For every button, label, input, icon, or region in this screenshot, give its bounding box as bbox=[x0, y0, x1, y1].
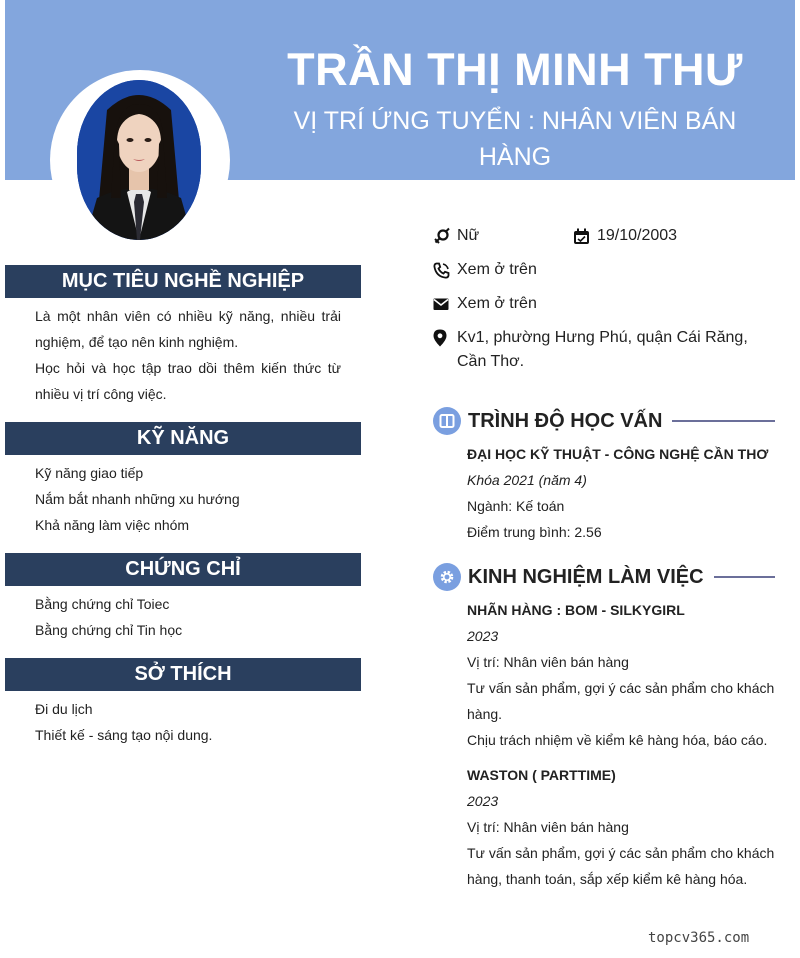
email-row bbox=[433, 292, 537, 316]
address-row bbox=[433, 326, 778, 374]
job-year: 2023 bbox=[467, 793, 499, 809]
email-value: Xem ở trên bbox=[457, 295, 537, 312]
list-item: Nắm bắt nhanh những xu hướng bbox=[35, 491, 240, 507]
objective-heading: MỤC TIÊU NGHỀ NGHIỆP bbox=[5, 265, 361, 298]
address-value: Kv1, phường Hưng Phú, quận Cái Răng, Cần Thơ. bbox=[457, 329, 748, 370]
list-item: Thiết kế - sáng tạo nội dung. bbox=[35, 727, 213, 743]
divider bbox=[714, 576, 775, 578]
skills-heading: KỸ NĂNG bbox=[5, 422, 361, 455]
certificates-list bbox=[35, 591, 341, 643]
job-entry bbox=[467, 762, 775, 892]
school-period: Khóa 2021 (năm 4) bbox=[467, 472, 587, 488]
applied-position: VỊ TRÍ ỨNG TUYỂN : NHÂN VIÊN BÁN HÀNG bbox=[293, 107, 737, 171]
job-entry bbox=[467, 597, 775, 753]
list-item: Khả năng làm việc nhóm bbox=[35, 517, 190, 533]
divider bbox=[672, 420, 775, 422]
avatar bbox=[77, 80, 201, 240]
phone-value: Xem ở trên bbox=[457, 261, 537, 278]
birthdate-row bbox=[573, 224, 677, 248]
gear-icon bbox=[433, 563, 461, 591]
job-year: 2023 bbox=[467, 628, 499, 644]
phone-row bbox=[433, 258, 537, 282]
certificates-heading: CHỨNG CHỈ bbox=[5, 553, 361, 586]
job-duty: Chịu trách nhiệm về kiểm kê hàng hóa, báo cáo. bbox=[467, 732, 768, 748]
objective-line: Học hỏi và học tập trao dồi thêm kiến thức từ nhiều vị trí công việc. bbox=[35, 360, 341, 402]
book-icon bbox=[433, 407, 461, 435]
phone-icon bbox=[433, 258, 457, 282]
skills-list bbox=[35, 460, 341, 538]
experience-heading bbox=[433, 563, 775, 591]
list-item: Bằng chứng chỉ Toiec bbox=[35, 596, 170, 612]
school-major: Ngành: Kế toán bbox=[467, 498, 565, 514]
objective-text bbox=[35, 303, 341, 407]
experience-title: KINH NGHIỆM LÀM VIỆC bbox=[468, 565, 704, 588]
candidate-name: TRẦN THỊ MINH THƯ bbox=[287, 44, 743, 95]
gender-icon bbox=[433, 224, 457, 248]
job-company: WASTON ( PARTTIME) bbox=[467, 767, 616, 783]
gender-row bbox=[433, 224, 479, 248]
calendar-icon bbox=[573, 224, 597, 248]
list-item: Đi du lịch bbox=[35, 701, 93, 717]
location-icon bbox=[433, 326, 457, 350]
list-item: Bằng chứng chỉ Tin học bbox=[35, 622, 183, 638]
objective-line: Là một nhân viên có nhiều kỹ năng, nhiều trải nghiệm, để tạo nên kinh nghiệm. bbox=[35, 308, 341, 350]
job-role: Vị trí: Nhân viên bán hàng bbox=[467, 654, 629, 670]
school-gpa: Điểm trung bình: 2.56 bbox=[467, 524, 602, 540]
education-heading bbox=[433, 407, 775, 435]
watermark: topcv365.com bbox=[648, 930, 750, 946]
job-duty: Tư vấn sản phẩm, gợi ý các sản phẩm cho khách hàng, thanh toán, sắp xếp kiểm kê hàng hóa. bbox=[467, 845, 775, 887]
birthdate-value: 19/10/2003 bbox=[597, 227, 678, 244]
school-name: ĐẠI HỌC KỸ THUẬT - CÔNG NGHỆ CẦN THƠ bbox=[467, 446, 769, 462]
hobbies-heading: SỞ THÍCH bbox=[5, 658, 361, 691]
job-company: NHÃN HÀNG : BOM - SILKYGIRL bbox=[467, 602, 685, 618]
education-block bbox=[467, 441, 775, 545]
list-item: Kỹ năng giao tiếp bbox=[35, 465, 144, 481]
email-icon bbox=[433, 292, 457, 316]
job-duty: Tư vấn sản phẩm, gợi ý các sản phẩm cho khách hàng. bbox=[467, 680, 775, 722]
hobbies-list bbox=[35, 696, 341, 748]
job-role: Vị trí: Nhân viên bán hàng bbox=[467, 819, 629, 835]
education-title: TRÌNH ĐỘ HỌC VẤN bbox=[468, 409, 663, 432]
gender-value: Nữ bbox=[457, 227, 480, 244]
